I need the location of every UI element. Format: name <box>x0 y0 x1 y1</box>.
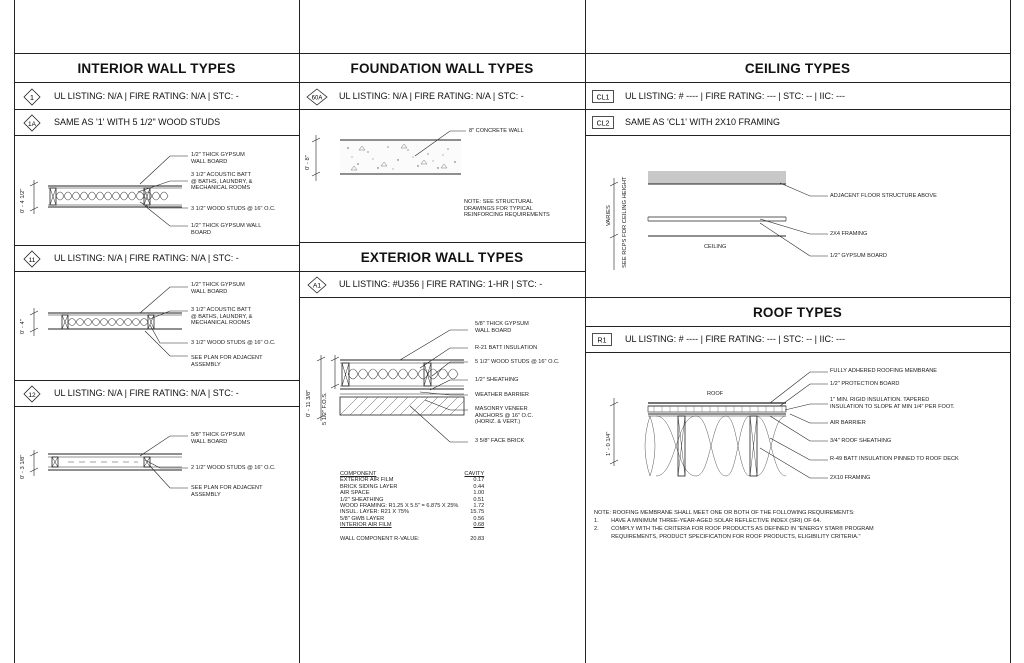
dim-line <box>28 180 40 214</box>
leaders <box>700 175 830 265</box>
row-value: 1.72 <box>473 503 485 510</box>
exterior-note-3: 5 1/2" WOOD STUDS @ 16" O.C. <box>475 359 560 365</box>
type-tag-1a <box>23 114 41 132</box>
wall-11-note-2: 3 1/2" ACOUSTIC BATT @ BATHS, LAUNDRY, & MECHANICAL ROOMS <box>191 307 253 327</box>
wall-12-note-2: 2 1/2" WOOD STUDS @ 16" O.C. <box>191 465 276 471</box>
roof-types-title: ROOF TYPES <box>752 305 842 320</box>
r-value-table <box>340 471 484 542</box>
type-tag-60a <box>306 88 328 106</box>
wall-11-note-1: 1/2" THICK GYPSUM WALL BOARD <box>191 282 245 295</box>
dim-line <box>310 135 322 181</box>
rule <box>585 352 1010 353</box>
column-divider-1 <box>299 0 300 663</box>
wall-11-note-3: 3 1/2" WOOD STUDS @ 16" O.C. <box>191 340 276 346</box>
type-tag-cl2 <box>592 116 614 129</box>
rule <box>299 297 585 298</box>
roof-note-3: 1" MIN. RIGID INSULATION. TAPERED INSULATION TO SLOPE AT MIN 1/4" PER FOOT. <box>830 397 955 410</box>
header-cavity: CAVITY <box>464 471 485 477</box>
exterior-note-2: R-21 BATT INSULATION <box>475 345 538 351</box>
svg-text:60A: 60A <box>311 95 323 102</box>
type-tag-cl1 <box>592 90 614 103</box>
ceiling-note-2: 2X4 FRAMING <box>830 231 868 237</box>
row-value: 0.44 <box>473 483 485 490</box>
ceiling-note-1: ADJACENT FLOOR STRUCTURE ABOVE <box>830 193 937 199</box>
svg-text:1: 1 <box>29 93 35 102</box>
rule <box>14 406 299 407</box>
exterior-note-7: 3 5/8" FACE BRICK <box>475 438 525 444</box>
exterior-dimension-1: 0' - 11 3/8" <box>306 389 312 417</box>
rule <box>299 242 585 243</box>
exterior-note-5: WEATHER BARRIER <box>475 392 529 398</box>
rule <box>14 245 299 246</box>
exterior-dimension-2: 5 1/2" F.O.S. <box>322 392 328 425</box>
wall-1-note-2: 3 1/2" ACOUSTIC BATT @ BATHS, LAUNDRY, & MECHANICAL ROOMS <box>191 172 253 192</box>
roof-note-6: R-49 BATT INSULATION PINNED TO ROOF DECK <box>830 456 959 462</box>
leaders <box>700 368 830 483</box>
svg-text:CL1: CL1 <box>596 94 610 102</box>
row-value: 1.00 <box>473 490 485 497</box>
wall-1-dimension: 0' - 4 1/2" <box>20 188 26 213</box>
header-rule <box>14 53 1010 54</box>
exterior-wall-types-title: EXTERIOR WALL TYPES <box>360 250 524 265</box>
rule <box>585 297 1010 298</box>
wall-12-dimension: 0' - 3 1/8" <box>20 454 26 479</box>
type-tag-12 <box>23 385 41 403</box>
rule <box>299 271 585 272</box>
svg-text:11: 11 <box>28 257 36 264</box>
total-value: 20.83 <box>470 535 485 542</box>
wall-1-note-3: 3 1/2" WOOD STUDS @ 16" O.C. <box>191 206 276 212</box>
row-value: 0.56 <box>473 515 485 522</box>
leaders <box>110 150 190 230</box>
type-12-desc: UL LISTING: N/A | FIRE RATING: N/A | STC: - <box>54 388 239 398</box>
row-label: EXTERIOR AIR FILM <box>340 477 394 484</box>
row-value: 15.75 <box>470 509 485 516</box>
roof-note-2: 1/2" PROTECTION BOARD <box>830 381 900 387</box>
exterior-note-4: 1/2" SHEATHING <box>475 377 519 383</box>
wall-1-note-1: 1/2" THICK GYPSUM WALL BOARD <box>191 152 245 165</box>
rule <box>14 380 299 381</box>
ceiling-dimension-note: SEE RCPS FOR CEILING HEIGHT <box>622 176 628 268</box>
type-r1-desc: UL LISTING: # ---- | FIRE RATING: --- | STC: -- | IIC: --- <box>625 334 846 344</box>
rule <box>14 271 299 272</box>
type-tag-1 <box>23 88 41 106</box>
roof-note-5: 3/4" ROOF SHEATHING <box>830 438 892 444</box>
svg-text:1A: 1A <box>28 121 36 128</box>
row-value: 0.68 <box>473 522 485 529</box>
foundation-note-2: NOTE: SEE STRUCTURAL DRAWINGS FOR TYPICAL REINFORCING REQUIREMENTS <box>464 199 550 219</box>
roof-note-7: 2X10 FRAMING <box>830 475 871 481</box>
foundation-dimension: 0' - 8" <box>305 155 311 170</box>
rule <box>585 109 1010 110</box>
svg-text:12: 12 <box>28 392 36 399</box>
rule <box>585 326 1010 327</box>
wall-12-note-3: SEE PLAN FOR ADJACENT ASSEMBLY <box>191 485 263 498</box>
roof-note-4: AIR BARRIER <box>830 420 866 426</box>
border-right <box>1010 0 1011 663</box>
svg-text:R1: R1 <box>597 337 607 345</box>
rule <box>299 109 585 110</box>
row-label: INTERIOR AIR FILM <box>340 522 392 529</box>
svg-text:A1: A1 <box>313 282 321 290</box>
row-label: INSUL. LAYER: R21 X 75% <box>340 509 409 516</box>
ceiling-note-4: 1/2" GYPSUM BOARD <box>830 253 888 259</box>
roof-requirements-note: NOTE: ROOFING MEMBRANE SHALL MEET ONE OR BOTH OF THE FOLLOWING REQUIREMENTS: 1. HAVE A MINIMUM THREE-YEAR-AGED SOLAR REFLECTIVE INDEX (SRI) OF 64. 2. COMPLY WITH THE CRITERIA FOR ROOF PRODUCTS AS DEFINED IN "ENERGY STAR® PROGRAM REQUIREMENTS, PRODUCT SPECIFICATION FOR ROOF PRODUCTS, ELIGIBILITY CRITERIA." <box>594 510 874 540</box>
type-cl1-desc: UL LISTING: # ---- | FIRE RATING: --- | STC: -- | IIC: --- <box>625 91 846 101</box>
column-divider-2 <box>585 0 586 663</box>
exterior-note-6: MASONRY VENEER ANCHORS @ 16" O.C. (HORIZ. & VERT.) <box>475 406 534 426</box>
row-value: 0.51 <box>473 496 485 503</box>
row-label: AIR SPACE <box>340 490 370 497</box>
foundation-wall-types-title: FOUNDATION WALL TYPES <box>350 61 534 76</box>
foundation-note-1: 8" CONCRETE WALL <box>469 128 524 134</box>
row-label: 5/8" GWB LAYER <box>340 515 385 522</box>
row-value: 0.17 <box>473 477 485 484</box>
roof-dimension: 1' - 0 1/4" <box>606 431 612 456</box>
dim-line <box>28 308 40 336</box>
wall-12-note-1: 5/8" THICK GYPSUM WALL BOARD <box>191 432 245 445</box>
row-label: 1/2" SHEATHING <box>340 496 384 503</box>
total-label: WALL COMPONENT R-VALUE: <box>340 535 420 542</box>
ceiling-dimension-varies: VARIES <box>606 205 612 226</box>
roof-note-1: FULLY ADHERED ROOFING MEMBRANE <box>830 368 938 374</box>
row-label: BRICK SIDING LAYER <box>340 483 398 490</box>
exterior-note-1: 5/8" THICK GYPSUM WALL BOARD <box>475 321 529 334</box>
rule <box>585 135 1010 136</box>
rule <box>14 135 299 136</box>
type-tag-a1 <box>307 276 327 294</box>
dim-line <box>28 450 40 476</box>
type-cl2-desc: SAME AS 'CL1' WITH 2X10 FRAMING <box>625 117 780 127</box>
dim-lines <box>315 355 343 423</box>
border-left <box>14 0 15 663</box>
type-1a-desc: SAME AS '1' WITH 5 1/2" WOOD STUDS <box>54 117 221 127</box>
header-component: COMPONENT <box>340 471 377 477</box>
type-a1-desc: UL LISTING: #U356 | FIRE RATING: 1-HR | STC: - <box>339 279 543 289</box>
type-60a-desc: UL LISTING: N/A | FIRE RATING: N/A | STC: - <box>339 91 524 101</box>
wall-11-note-4: SEE PLAN FOR ADJACENT ASSEMBLY <box>191 355 263 368</box>
type-11-desc: UL LISTING: N/A | FIRE RATING: N/A | STC: - <box>54 253 239 263</box>
r-value-total <box>340 536 484 542</box>
type-tag-11 <box>23 250 41 268</box>
rule <box>14 109 299 110</box>
ceiling-label: CEILING <box>704 244 727 250</box>
ceiling-types-title: CEILING TYPES <box>744 61 851 76</box>
row-label: WOOD FRAMING: R1.25 X 5.5" = 6.875 X 25% <box>340 503 459 510</box>
svg-text:CL2: CL2 <box>596 120 610 128</box>
leaders <box>380 320 470 450</box>
leader <box>410 128 470 158</box>
type-1-desc: UL LISTING: N/A | FIRE RATING: N/A | STC: - <box>54 91 239 101</box>
wall-1-note-4: 1/2" THICK GYPSUM WALL BOARD <box>191 223 262 236</box>
leaders <box>110 283 190 363</box>
interior-wall-types-title: INTERIOR WALL TYPES <box>77 61 236 76</box>
leaders <box>110 430 190 500</box>
title-rule <box>14 82 1010 83</box>
type-tag-r1 <box>592 333 612 346</box>
wall-11-dimension: 0' - 4" <box>20 319 26 334</box>
roof-label: ROOF <box>707 391 724 397</box>
